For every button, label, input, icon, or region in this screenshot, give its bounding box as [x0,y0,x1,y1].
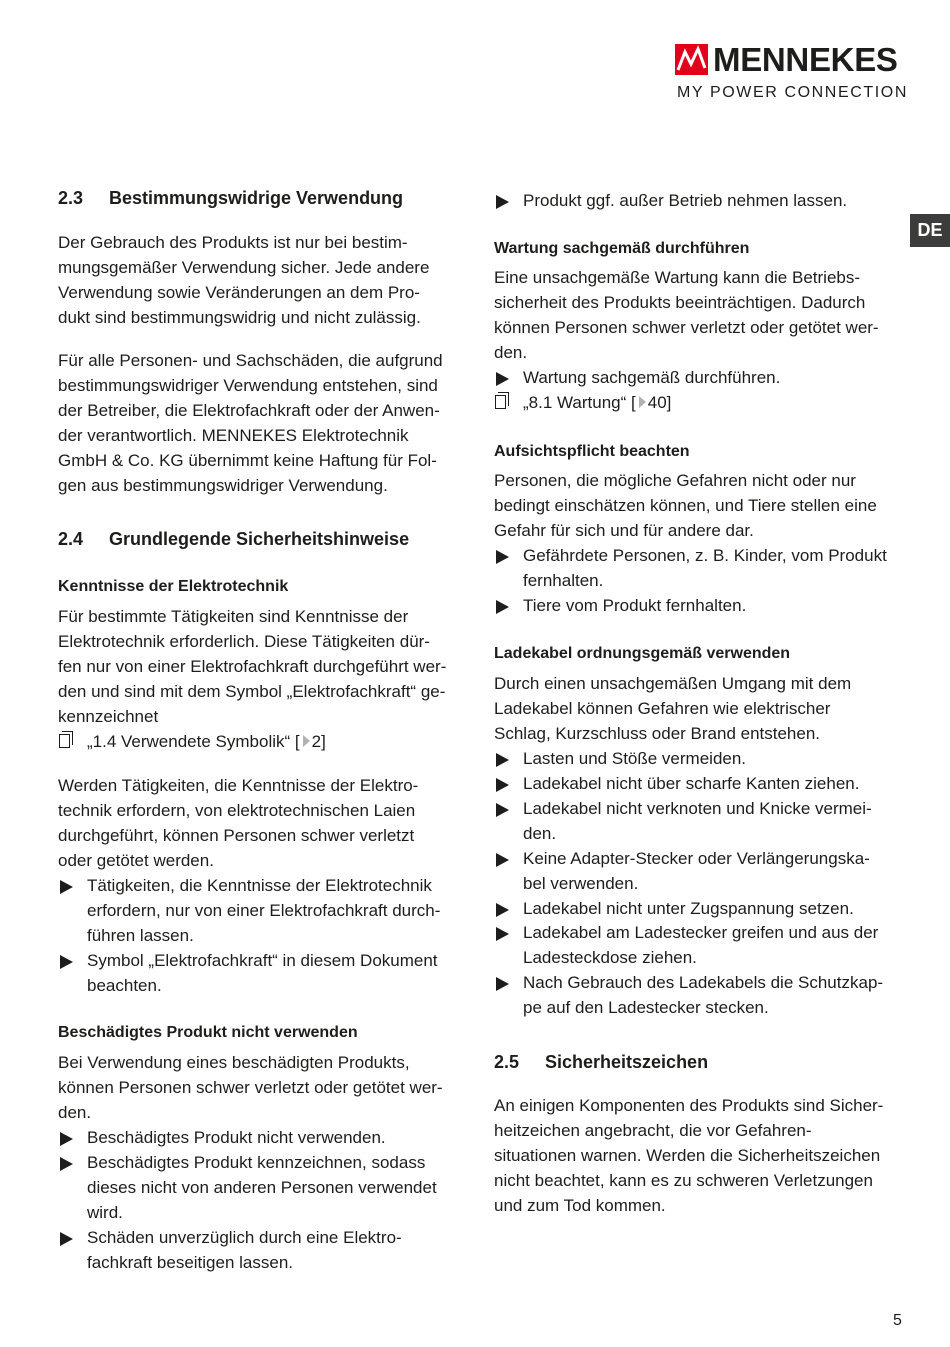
paragraph [494,468,906,543]
list-item [494,593,935,618]
text-line: mungsgemäßer Verwendung sicher. Jede andere [58,258,430,277]
text-line: bestimmungswidriger Verwendung entstehen, sind [58,376,438,395]
paragraph [58,230,470,330]
text-line: fen nur von einer Elektrofachkraft durchgeführt wer- [58,657,447,676]
text-line: erfordern, nur von einer Elektrofachkraft durch- [87,901,441,920]
section-title: Bestimmungswidrige Verwendung [109,188,404,208]
text-line: technik erfordern, von elektrotechnischen Laien [58,801,416,820]
subheading-wartung: Wartung sachgemäß durchführen [494,240,750,257]
paragraph [58,1050,470,1125]
text-line: Für bestimmte Tätigkeiten sind Kenntnisse der [58,607,409,626]
text-line: Der Gebrauch des Produkts ist nur bei bestim- [58,233,408,252]
text-line: dukt sind bestimmungswidrig und nicht zulässig. [58,308,421,327]
text-line: fernhalten. [523,571,604,590]
bullet-arrow-icon [60,1232,73,1246]
list-item [494,896,935,921]
text-line: können Personen schwer verletzt oder getötet wer- [58,1078,443,1097]
bullet-arrow-icon [60,880,73,894]
text-line: Ladekabel nicht über scharfe Kanten ziehen. [523,774,860,793]
text-line: Symbol „Elektrofachkraft“ in diesem Dokument [87,951,438,970]
bullet-arrow-icon [60,1132,73,1146]
text-line: pe auf den Ladestecker stecken. [523,998,769,1017]
text-line: Durch einen unsachgemäßen Umgang mit dem [494,674,852,693]
page-arrow-icon [303,735,310,747]
text-line: Tätigkeiten, die Kenntnisse der Elektrotechnik [87,876,432,895]
text-line: fachkraft beseitigen lassen. [87,1253,294,1272]
bullet-arrow-icon [496,550,509,564]
text-line: den. [523,824,557,843]
text-line: Schlag, Kurzschluss oder Brand entstehen. [494,724,821,743]
text-line: Werden Tätigkeiten, die Kenntnisse der Elektro- [58,776,419,795]
text-line: den und sind mit dem Symbol „Elektrofachkraft“ ge- [58,682,446,701]
bullet-arrow-icon [496,927,509,941]
page-arrow-icon [639,396,646,408]
paragraph [494,265,906,365]
text-line: Beschädigtes Produkt kennzeichnen, sodass [87,1153,426,1172]
reference-page: 40] [647,393,672,412]
text-line: wird. [87,1203,123,1222]
text-line: den. [58,1103,92,1122]
subheading-kenntnisse: Kenntnisse der Elektrotechnik [58,578,289,595]
bullet-arrow-icon [496,803,509,817]
bullet-arrow-icon [60,1157,73,1171]
text-line: können Personen schwer verletzt oder getötet wer- [494,318,879,337]
text-line: Tiere vom Produkt fernhalten. [523,596,747,615]
book-icon [495,395,506,409]
list-item [494,746,935,771]
text-line: Ladekabel nicht verknoten und Knicke vermei- [523,799,872,818]
list-item [494,920,935,970]
text-line: oder getötet werden. [58,851,214,870]
reference-page: 2] [311,732,326,751]
brand-tagline: MY POWER CONNECTION [677,84,909,101]
list-item [494,796,935,846]
bullet-arrow-icon [496,753,509,767]
subheading-beschaedigt: Beschädigtes Produkt nicht verwenden [58,1024,358,1041]
text-line: dieses nicht von anderen Personen verwendet [87,1178,437,1197]
bullet-arrow-icon [496,903,509,917]
text-line: Bei Verwendung eines beschädigten Produkts, [58,1053,410,1072]
paragraph [58,773,470,873]
section-2-5-heading [494,1050,906,1075]
list-item [58,1125,499,1150]
text-line: kennzeichnet [58,707,159,726]
bullet-arrow-icon [496,977,509,991]
text-line: nicht beachtet, kann es zu schweren Verletzungen [494,1171,873,1190]
text-line: bedingt einschätzen können, und Tiere stellen eine [494,496,877,515]
list-item [58,948,499,998]
section-title: Sicherheitszeichen [545,1052,709,1072]
text-line: Ladekabel am Ladestecker greifen und aus der [523,923,879,942]
section-number: 2.4 [58,529,84,549]
section-number: 2.3 [58,188,84,208]
text-line: heitzeichen angebracht, die vor Gefahren- [494,1121,812,1140]
cross-reference[interactable] [58,729,499,754]
list-item [58,873,499,948]
reference-text: „8.1 Wartung“ [ [523,393,636,412]
list-item [494,771,935,796]
reference-text: „1.4 Verwendete Symbolik“ [ [87,732,300,751]
bullet-arrow-icon [60,955,73,969]
list-item [494,970,935,1020]
text-line: Ladekabel können Gefahren wie elektrischer [494,699,831,718]
text-line: Produkt ggf. außer Betrieb nehmen lassen. [523,191,848,210]
text-line: Eine unsachgemäße Wartung kann die Betriebs- [494,268,861,287]
text-line: den. [494,343,528,362]
bullet-arrow-icon [496,195,509,209]
text-line: Keine Adapter-Stecker oder Verlängerungska- [523,849,870,868]
list-item [494,543,935,593]
text-line: GmbH & Co. KG übernimmt keine Haftung für Fol- [58,451,437,470]
language-tab: DE [910,214,950,247]
section-number: 2.5 [494,1052,520,1072]
paragraph [58,348,470,498]
text-line: Beschädigtes Produkt nicht verwenden. [87,1128,386,1147]
text-line: Personen, die mögliche Gefahren nicht oder nur [494,471,856,490]
mennekes-logo [675,42,907,104]
bullet-arrow-icon [496,372,509,386]
text-line: Verwendung sowie Veränderungen an dem Pro- [58,283,420,302]
cross-reference[interactable] [494,390,935,415]
text-line: Nach Gebrauch des Ladekabels die Schutzkap- [523,973,884,992]
section-2-4-heading [58,527,470,552]
text-line: beachten. [87,976,162,995]
section-title: Grundlegende Sicherheitshinweise [109,529,410,549]
section-2-3-heading [58,186,470,211]
book-icon [59,734,70,748]
text-line: führen lassen. [87,926,194,945]
bullet-arrow-icon [496,778,509,792]
text-line: Wartung sachgemäß durchführen. [523,368,781,387]
subheading-aufsicht: Aufsichtspflicht beachten [494,443,690,460]
text-line: Gefahr für sich und für andere dar. [494,521,754,540]
list-item [494,846,935,896]
text-line: sicherheit des Produkts beeinträchtigen. Dadurch [494,293,866,312]
paragraph [494,671,906,746]
page-number: 5 [893,1312,902,1329]
subheading-ladekabel: Ladekabel ordnungsgemäß verwenden [494,645,791,662]
text-line: Elektrotechnik erforderlich. Diese Tätigkeiten dür- [58,632,430,651]
text-line: Ladesteckdose ziehen. [523,948,697,967]
text-line: der verantwortlich. MENNEKES Elektrotechnik [58,426,409,445]
text-line: situationen warnen. Werden die Sicherheitszeichen [494,1146,881,1165]
list-item [58,1150,499,1225]
bullet-arrow-icon [496,853,509,867]
paragraph [494,1093,906,1218]
bullet-arrow-icon [496,600,509,614]
list-item [494,188,935,213]
text-line: der Betreiber, die Elektrofachkraft oder der Anwen- [58,401,440,420]
text-line: An einigen Komponenten des Produkts sind Sicher- [494,1096,884,1115]
text-line: Ladekabel nicht unter Zugspannung setzen. [523,899,854,918]
text-line: gen aus bestimmungswidriger Verwendung. [58,476,388,495]
text-line: und zum Tod kommen. [494,1196,666,1215]
paragraph [58,604,470,729]
text-line: Gefährdete Personen, z. B. Kinder, vom Produkt [523,546,887,565]
list-item [494,365,935,390]
mennekes-logo-mark-icon [675,44,708,75]
list-item [58,1225,499,1275]
text-line: Für alle Personen- und Sachschäden, die aufgrund [58,351,443,370]
text-line: durchgeführt, können Personen schwer verletzt [58,826,415,845]
text-line: Lasten und Stöße vermeiden. [523,749,747,768]
text-line: Schäden unverzüglich durch eine Elektro- [87,1228,402,1247]
brand-name: MENNEKES [713,41,898,78]
text-line: bel verwenden. [523,874,639,893]
